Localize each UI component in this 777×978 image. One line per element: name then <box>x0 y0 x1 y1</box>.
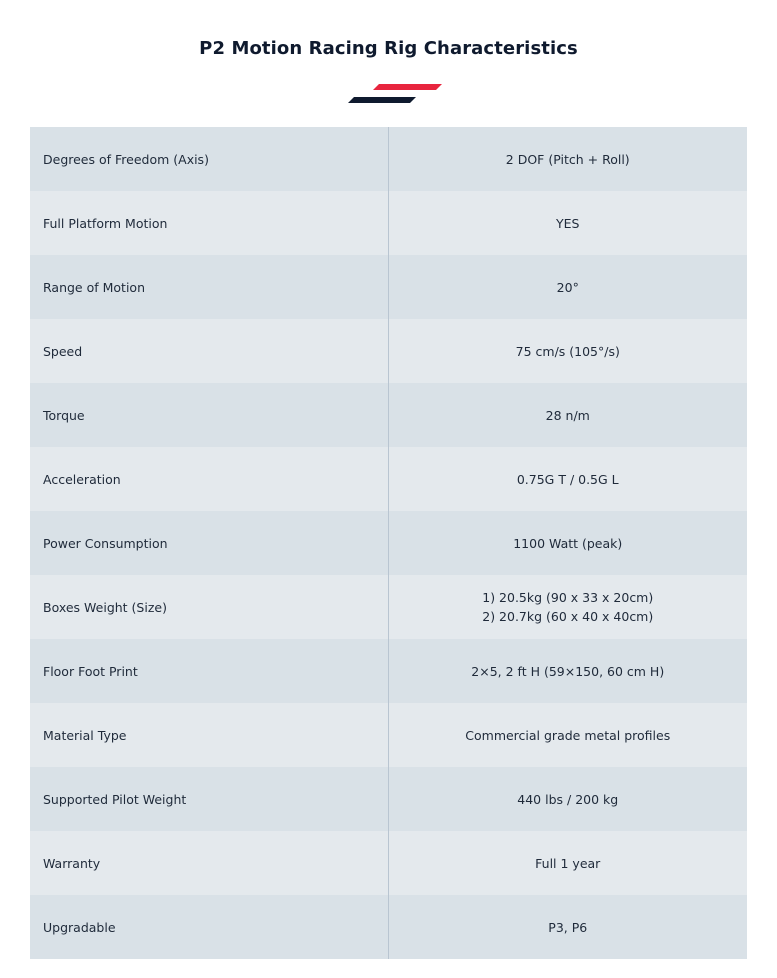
spec-label: Speed <box>30 319 388 383</box>
spec-value: Commercial grade metal profiles <box>388 703 747 767</box>
spec-value: 28 n/m <box>388 383 747 447</box>
spec-label: Supported Pilot Weight <box>30 767 388 831</box>
table-row <box>30 575 747 639</box>
spec-value: 1100 Watt (peak) <box>388 511 747 575</box>
spec-value-line: 2) 20.7kg (60 x 40 x 40cm) <box>482 609 654 624</box>
spec-label: Degrees of Freedom (Axis) <box>30 127 388 191</box>
spec-label: Material Type <box>30 703 388 767</box>
table-row <box>30 127 747 191</box>
spec-value <box>388 575 747 639</box>
spec-label: Full Platform Motion <box>30 191 388 255</box>
table-row <box>30 191 747 255</box>
spec-value: 2×5, 2 ft H (59×150, 60 cm H) <box>388 639 747 703</box>
spec-label: Range of Motion <box>30 255 388 319</box>
table-row <box>30 255 747 319</box>
table-row <box>30 383 747 447</box>
spec-label: Acceleration <box>30 447 388 511</box>
table-row <box>30 831 747 895</box>
spec-value: 2 DOF (Pitch + Roll) <box>388 127 747 191</box>
spec-value: 440 lbs / 200 kg <box>388 767 747 831</box>
table-row <box>30 895 747 959</box>
specs-table <box>30 127 747 959</box>
table-row <box>30 447 747 511</box>
spec-value: 75 cm/s (105°/s) <box>388 319 747 383</box>
table-row <box>30 703 747 767</box>
spec-label: Boxes Weight (Size) <box>30 575 388 639</box>
table-row <box>30 319 747 383</box>
accent-red-stripe <box>373 84 442 90</box>
accent-navy-stripe <box>348 97 416 103</box>
title-accent-divider <box>348 84 442 104</box>
spec-value: YES <box>388 191 747 255</box>
table-row <box>30 639 747 703</box>
spec-value: Full 1 year <box>388 831 747 895</box>
spec-label: Upgradable <box>30 895 388 959</box>
table-row <box>30 511 747 575</box>
spec-value: 20° <box>388 255 747 319</box>
spec-label: Warranty <box>30 831 388 895</box>
spec-label: Floor Foot Print <box>30 639 388 703</box>
spec-value: 0.75G T / 0.5G L <box>388 447 747 511</box>
page-title: P2 Motion Racing Rig Characteristics <box>199 38 578 59</box>
spec-label: Power Consumption <box>30 511 388 575</box>
table-row <box>30 767 747 831</box>
spec-value: P3, P6 <box>388 895 747 959</box>
spec-label: Torque <box>30 383 388 447</box>
spec-value-line: 1) 20.5kg (90 x 33 x 20cm) <box>482 590 654 605</box>
